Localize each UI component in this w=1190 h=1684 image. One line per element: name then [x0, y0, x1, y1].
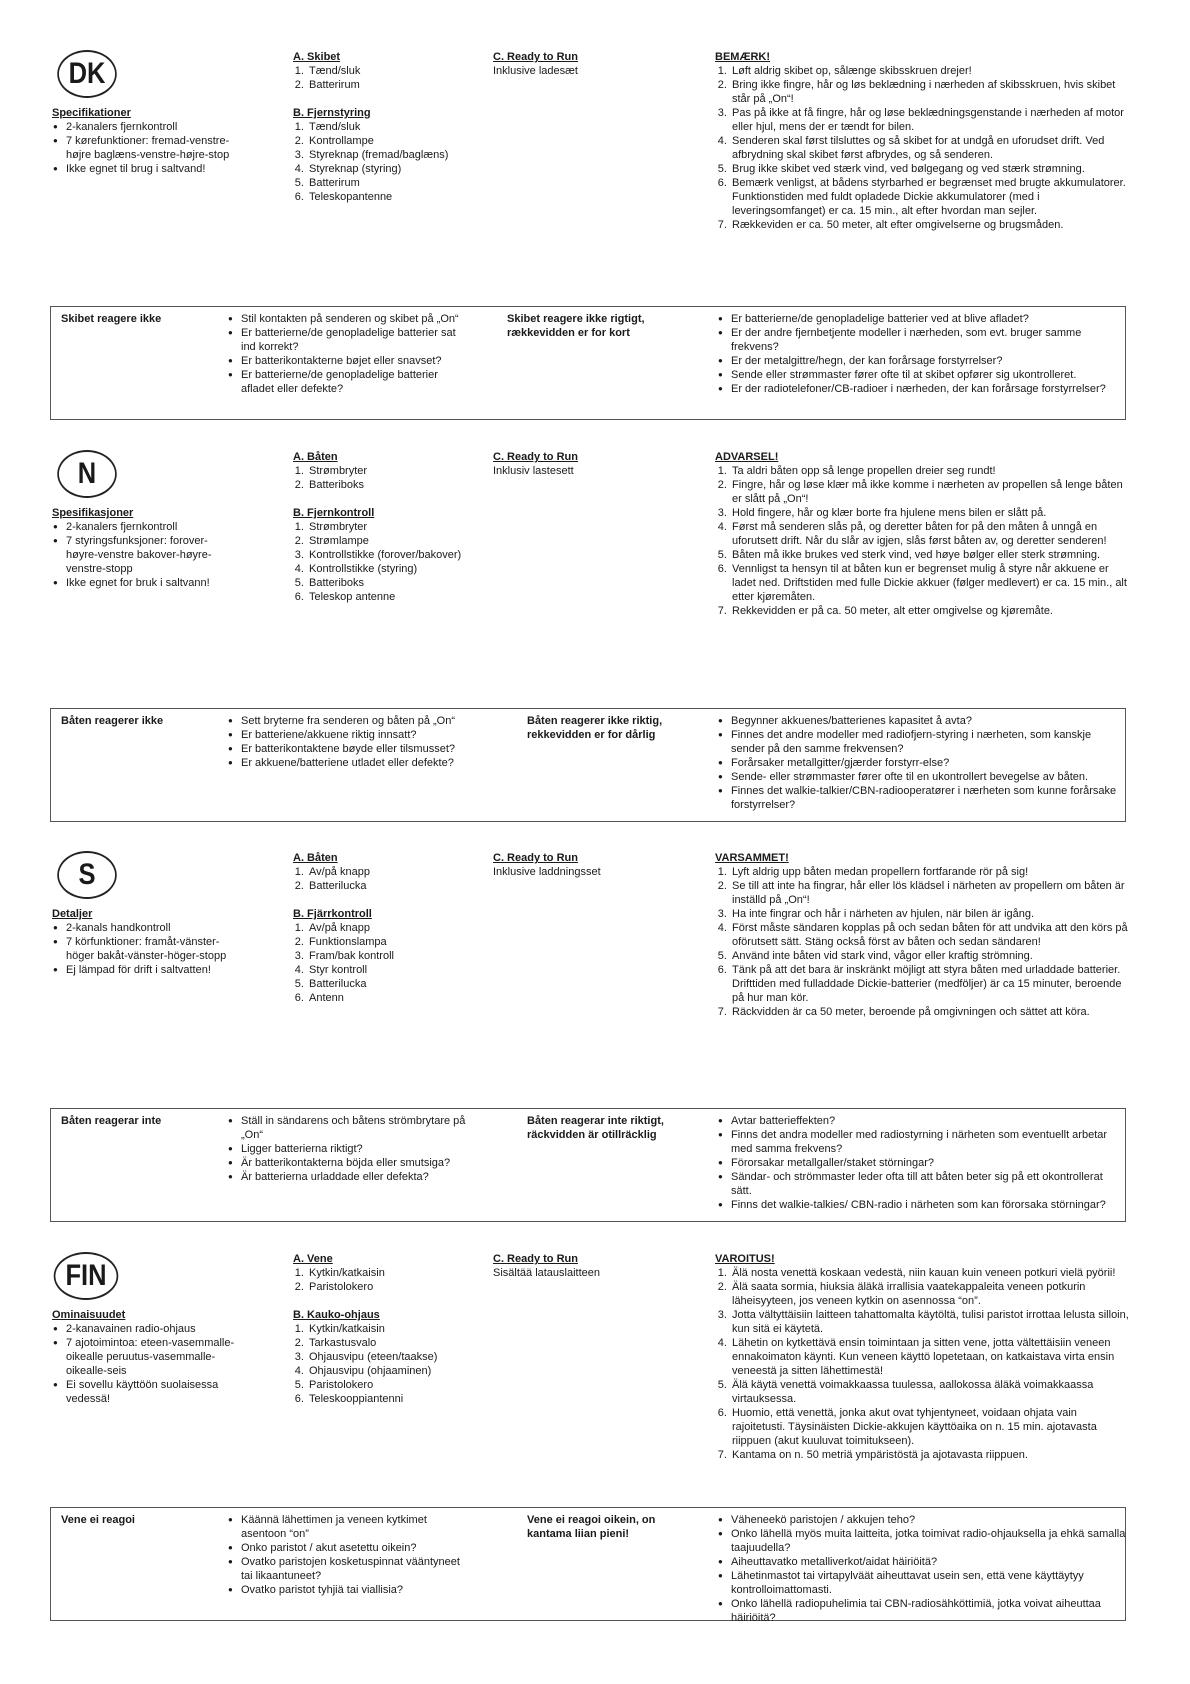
specifications	[52, 106, 232, 176]
ready-to-run	[493, 450, 673, 478]
ready-to-run	[493, 851, 673, 879]
parts-list	[293, 50, 483, 204]
trouble-item: ● Ligger batterierna riktigt?	[241, 1142, 466, 1156]
part-a-item: 2. Batterirum	[307, 78, 483, 92]
part-b-item: 6. Teleskooppiantenni	[307, 1392, 483, 1406]
trouble-item: ● Sende eller strømmaster fører ofte til at skibet opfører sig ukontrolleret.	[731, 368, 1126, 382]
spec-item: ● 7 körfunktioner: framåt-vänster-höger bakåt-vänster-höger-stopp	[66, 935, 237, 963]
trouble-item: ● Käännä lähettimen ja veneen kytkimet asentoon “on”	[241, 1513, 466, 1541]
trouble-title-1: Båten reagerer ikke	[61, 715, 164, 727]
spec-item: ● Ikke egnet for bruk i saltvann!	[66, 576, 237, 590]
trouble-item: ● Sett bryterne fra senderen og båten på „On“	[241, 714, 466, 728]
warning-block	[715, 1252, 1130, 1462]
trouble-item: ● Onko paristot / akut asetettu oikein?	[241, 1541, 466, 1555]
trouble-item: ● Ovatko paristojen kosketuspinnat vääntyneet tai likaantuneet?	[241, 1555, 466, 1583]
warning-item: 2. Bring ikke fingre, hår og løs beklædning i nærheden af skibsskruen, hvis skibet står på „On“!	[730, 78, 1130, 106]
troubleshooting-box	[50, 306, 1126, 420]
warning-item: 1. Älä nosta venettä koskaan vedestä, niin kauan kuin veneen potkuri vielä pyörii!	[730, 1266, 1130, 1280]
part-b-title: B. Fjärrkontroll	[293, 908, 372, 920]
part-b-title: B. Kauko-ohjaus	[293, 1309, 380, 1321]
part-b-item: 4. Ohjausvipu (ohjaaminen)	[307, 1364, 483, 1378]
warning-item: 3. Pas på ikke at få fingre, hår og løse beklædningsgenstande i nærheden af motor eller hjul, mens der er tændt for bilen.	[730, 106, 1130, 134]
trouble-item: ● Förorsakar metallgaller/staket störningar?	[731, 1156, 1126, 1170]
trouble-title-1: Vene ei reagoi	[61, 1514, 135, 1526]
spec-item: ● Ej lämpad för drift i saltvatten!	[66, 963, 237, 977]
part-a-item: 1. Kytkin/katkaisin	[307, 1266, 483, 1280]
trouble-item: ● Väheneekö paristojen / akkujen teho?	[731, 1513, 1126, 1527]
part-a-item: 2. Paristolokero	[307, 1280, 483, 1294]
part-b-item: 6. Teleskopantenne	[307, 190, 483, 204]
trouble-item: ● Er batterikontakterne bøjet eller snavset?	[241, 354, 466, 368]
part-b-item: 2. Funktionslampa	[307, 935, 483, 949]
part-b-item: 5. Batterirum	[307, 176, 483, 190]
part-b-item: 2. Kontrollampe	[307, 134, 483, 148]
trouble-title-2: Båten reagerer ikke riktig, rekkevidden er for dårlig	[527, 715, 663, 741]
trouble-item: ● Er batteriene/akkuene riktig innsatt?	[241, 728, 466, 742]
parts-list	[293, 1252, 483, 1406]
troubleshooting-box	[50, 708, 1126, 822]
parts-list	[293, 851, 483, 1005]
part-a-item: 1. Strømbryter	[307, 464, 493, 478]
trouble-list-2	[717, 714, 1126, 812]
trouble-item: ● Aiheuttavatko metalliverkot/aidat häiriöitä?	[731, 1555, 1126, 1569]
trouble-item: ● Ställ in sändarens och båtens strömbrytare på „On“	[241, 1114, 466, 1142]
trouble-item: ● Finnes det andre modeller med radiofjern-styring i nærheten, som kanskje sender på den samme frekvensen?	[731, 728, 1126, 756]
trouble-item: ● Er der radiotelefoner/CB-radioer i nærheden, der kan forårsage forstyrrelser?	[731, 382, 1126, 396]
ready-text: Sisältää latauslaitteen	[493, 1267, 601, 1279]
trouble-item: ● Finnes det walkie-talkier/CBN-radiooperatører i nærheten som kunne forårsake forstyrrelser?	[731, 784, 1126, 812]
trouble-item: ● Sändar- och strömmaster leder ofta till att båten beter sig på ett okontrollerat sätt.	[731, 1170, 1126, 1198]
troubleshooting-box	[50, 1507, 1126, 1624]
trouble-item: ● Er batterierne/de genopladelige batterier afladet eller defekte?	[241, 368, 466, 396]
trouble-title-2: Vene ei reagoi oikein, on kantama liian pieni!	[527, 1514, 656, 1540]
language-badge-s: S	[57, 851, 117, 899]
spec-item: ● 2-kanalers fjernkontroll	[66, 520, 237, 534]
part-b-item: 2. Strømlampe	[307, 534, 493, 548]
part-b-item: 3. Fram/bak kontroll	[307, 949, 483, 963]
trouble-item: ● Onko lähellä myös muita laitteita, jotka toimivat radio-ohjauksella ja ehkä samalla taajuudella?	[731, 1527, 1126, 1555]
language-badge-fin: FIN	[54, 1252, 119, 1300]
spec-item: ● 7 ajotoimintoa: eteen-vasemmalle-oikealle peruutus-vasemmalle-oikealle-seis	[66, 1336, 237, 1378]
warning-item: 2. Se till att inte ha fingrar, hår eller lös klädsel i närheten av propellern om båten är inställd på „On“!	[730, 879, 1130, 907]
specifications	[52, 1308, 237, 1406]
spec-title: Detaljer	[52, 908, 93, 920]
trouble-list-1	[227, 1114, 466, 1184]
warning-item: 2. Älä saata sormia, hiuksia äläkä irrallisia vaatekappaleita veneen potkurin läheisyyteen, jos veneen kytkin on asennossa “on”.	[730, 1280, 1130, 1308]
warning-item: 4. Lähetin on kytkettävä ensin toimintaan ja sitten vene, jotta vältettäisiin veneen ennakoimaton käynti. Kun veneen käyttö lopetetaan, on katkaistava virta ensin veneestä ja sitten lähettimestä!	[730, 1336, 1130, 1378]
trouble-list-1	[227, 714, 466, 770]
part-b-item: 5. Batterilucka	[307, 977, 483, 991]
warning-title: VAROITUS!	[715, 1253, 775, 1265]
warning-block	[715, 450, 1130, 618]
trouble-item: ● Avtar batterieffekten?	[731, 1114, 1126, 1128]
part-b-item: 3. Kontrollstikke (forover/bakover)	[307, 548, 493, 562]
warning-item: 4. Først må senderen slås på, og deretter båten for på den måten å unngå en uforutsett drift. Når du slår av igjen, slås først båten av, og deretter senderen!	[730, 520, 1130, 548]
part-a-item: 1. Av/på knapp	[307, 865, 483, 879]
warning-item: 5. Älä käytä venettä voimakkaassa tuulessa, aallokossa äläkä voimakkaassa virtauksessa.	[730, 1378, 1130, 1406]
warning-item: 3. Jotta vältyttäisiin laitteen tahattomalta käytöltä, tulisi paristot irrottaa lelusta silloin, kun sitä ei käytetä.	[730, 1308, 1130, 1336]
part-a-title: A. Båten	[293, 852, 338, 864]
trouble-list-1	[227, 1513, 466, 1597]
trouble-item: ● Onko lähellä radiopuhelimia tai CBN-radiosähköttimiä, jotka voivat aiheuttaa häiriöitä?	[731, 1597, 1126, 1625]
parts-list	[293, 450, 493, 604]
trouble-list-2	[717, 1513, 1126, 1625]
trouble-item: ● Er batterierne/de genopladelige batterier sat ind korrekt?	[241, 326, 466, 354]
part-b-item: 1. Av/på knapp	[307, 921, 483, 935]
part-b-item: 5. Batteriboks	[307, 576, 493, 590]
warning-title: VARSAMMET!	[715, 852, 789, 864]
warning-block	[715, 851, 1130, 1019]
trouble-item: ● Er der andre fjernbetjente modeller i nærheden, som evt. bruger samme frekvens?	[731, 326, 1126, 354]
warning-title: BEMÆRK!	[715, 51, 770, 63]
trouble-item: ● Ovatko paristot tyhjiä tai viallisia?	[241, 1583, 466, 1597]
part-b-item: 2. Tarkastusvalo	[307, 1336, 483, 1350]
spec-item: ● Ikke egnet til brug i saltvand!	[66, 162, 232, 176]
trouble-item: ● Lähetinmastot tai virtapylväät aiheuttavat usein sen, että vene käyttäytyy kontrolloimattomasti.	[731, 1569, 1126, 1597]
trouble-item: ● Er batterierne/de genopladelige batterier ved at blive afladet?	[731, 312, 1126, 326]
warning-item: 7. Rækkeviden er ca. 50 meter, alt efter omgivelserne og brugsmåden.	[730, 218, 1130, 232]
warning-item: 5. Använd inte båten vid stark vind, vågor eller kraftig strömning.	[730, 949, 1130, 963]
warning-item: 6. Huomio, että venettä, jonka akut ovat tyhjentyneet, voidaan ohjata vain rajoitetusti. Täysinäisten Dickie-akkujen käyttöaika on n. 15 min. ajotavasta riippuen (akut kuuluvat toimitukseen).	[730, 1406, 1130, 1448]
spec-item: ● 2-kanavainen radio-ohjaus	[66, 1322, 237, 1336]
trouble-item: ● Forårsaker metallgitter/gjærder forstyrr-else?	[731, 756, 1126, 770]
ready-text: Inklusive laddningsset	[493, 866, 601, 878]
spec-title: Spesifikasjoner	[52, 507, 134, 519]
trouble-item: ● Är batterierna urladdade eller defekta?	[241, 1170, 466, 1184]
trouble-item: ● Er batterikontaktene bøyde eller tilsmusset?	[241, 742, 466, 756]
trouble-title-1: Skibet reagere ikke	[61, 313, 162, 325]
part-a-item: 2. Batterilucka	[307, 879, 483, 893]
trouble-item: ● Er der metalgittre/hegn, der kan forårsage forstyrrelser?	[731, 354, 1126, 368]
part-b-item: 6. Antenn	[307, 991, 483, 1005]
warning-item: 5. Brug ikke skibet ved stærk vind, ved bølgegang og ved stærk strømning.	[730, 162, 1130, 176]
part-b-item: 1. Strømbryter	[307, 520, 493, 534]
warning-item: 7. Kantama on n. 50 metriä ympäristöstä ja ajotavasta riippuen.	[730, 1448, 1130, 1462]
ready-title: C. Ready to Run	[493, 451, 578, 463]
part-b-title: B. Fjernstyring	[293, 107, 371, 119]
warning-item: 3. Ha inte fingrar och hår i närheten av hjulen, när bilen är igång.	[730, 907, 1130, 921]
part-b-item: 4. Kontrollstikke (styring)	[307, 562, 493, 576]
trouble-title-2: Skibet reagere ikke rigtigt, rækkevidden er for kort	[507, 313, 645, 339]
trouble-item: ● Begynner akkuenes/batterienes kapasitet å avta?	[731, 714, 1126, 728]
warning-item: 7. Rekkevidden er på ca. 50 meter, alt etter omgivelse og kjøremåte.	[730, 604, 1130, 618]
spec-item: ● 2-kanalers fjernkontroll	[66, 120, 232, 134]
ready-title: C. Ready to Run	[493, 51, 578, 63]
part-b-item: 1. Kytkin/katkaisin	[307, 1322, 483, 1336]
specifications	[52, 506, 237, 590]
trouble-item: ● Stil kontakten på senderen og skibet på „On“	[241, 312, 466, 326]
ready-title: C. Ready to Run	[493, 1253, 578, 1265]
warning-item: 1. Lyft aldrig upp båten medan propellern fortfarande rör på sig!	[730, 865, 1130, 879]
warning-item: 3. Hold fingere, hår og klær borte fra hjulene mens bilen er slått på.	[730, 506, 1130, 520]
part-b-item: 5. Paristolokero	[307, 1378, 483, 1392]
warning-item: 5. Båten må ikke brukes ved sterk vind, ved høye bølger eller sterk strømning.	[730, 548, 1130, 562]
part-a-title: A. Skibet	[293, 51, 341, 63]
language-badge-n: N	[57, 450, 117, 498]
spec-item: ● Ei sovellu käyttöön suolaisessa vedessä!	[66, 1378, 237, 1406]
warning-title: ADVARSEL!	[715, 451, 779, 463]
trouble-title-2: Båten reagerar inte riktigt, räckvidden är otillräcklig	[527, 1115, 664, 1141]
warning-item: 6. Tänk på att det bara är inskränkt möjligt att styra båten med urladdade batterier. Drifttiden med fulladdade Dickie-batterier (medföljer) är ca 15 minuter, beroende på hur man kör.	[730, 963, 1130, 1005]
trouble-item: ● Finns det andra modeller med radiostyrning i närheten som eventuellt arbetar med samma frekvens?	[731, 1128, 1126, 1156]
spec-item: ● 7 kørefunktioner: fremad-venstre-højre baglæns-venstre-højre-stop	[66, 134, 232, 162]
spec-title: Ominaisuudet	[52, 1309, 126, 1321]
warning-item: 6. Vennligst ta hensyn til at båten kun er begrenset mulig å styre når akkuene er ladet ned. Driftstiden med fulle Dickie akkuer (følger medlevert) er ca. 15 min., alt etter kjøremåten.	[730, 562, 1130, 604]
part-b-item: 4. Styr kontroll	[307, 963, 483, 977]
part-b-item: 1. Tænd/sluk	[307, 120, 483, 134]
trouble-list-2	[717, 312, 1126, 396]
trouble-item: ● Er akkuene/batteriene utladet eller defekte?	[241, 756, 466, 770]
trouble-title-1: Båten reagerar inte	[61, 1115, 162, 1127]
warning-item: 6. Bemærk venligst, at bådens styrbarhed er begrænset med brugte akkumulatorer. Funktionstiden med fuldt opladede Dickie akkumulatorer (med i leveringsomfanget) er ca. 15 min., alt efter hvordan man sejler.	[730, 176, 1130, 218]
language-badge-dk: DK	[57, 50, 117, 98]
ready-to-run	[493, 1252, 673, 1280]
part-a-title: A. Vene	[293, 1253, 333, 1265]
spec-item: ● 7 styringsfunksjoner: forover-høyre-venstre bakover-høyre-venstre-stopp	[66, 534, 237, 576]
warning-item: 2. Fingre, hår og løse klær må ikke komme i nærheten av propellen så lenge båten er slått på „On“!	[730, 478, 1130, 506]
ready-text: Inklusiv lastesett	[493, 465, 574, 477]
part-b-item: 3. Styreknap (fremad/baglæns)	[307, 148, 483, 162]
specifications	[52, 907, 237, 977]
part-a-title: A. Båten	[293, 451, 338, 463]
ready-text: Inklusive ladesæt	[493, 65, 578, 77]
trouble-item: ● Är batterikontakterna böjda eller smutsiga?	[241, 1156, 466, 1170]
part-b-title: B. Fjernkontroll	[293, 507, 375, 519]
part-a-item: 2. Batteriboks	[307, 478, 493, 492]
warning-block	[715, 50, 1130, 232]
spec-item: ● 2-kanals handkontroll	[66, 921, 237, 935]
warning-item: 1. Ta aldri båten opp så lenge propellen dreier seg rundt!	[730, 464, 1130, 478]
part-b-item: 6. Teleskop antenne	[307, 590, 493, 604]
ready-title: C. Ready to Run	[493, 852, 578, 864]
trouble-item: ● Finns det walkie-talkies/ CBN-radio i närheten som kan förorsaka störningar?	[731, 1198, 1126, 1212]
spec-title: Specifikationer	[52, 107, 131, 119]
warning-item: 4. Först måste sändaren kopplas på och sedan båten för att undvika att den körs på oförutsett sätt. Stäng också först av båten och sedan sändaren!	[730, 921, 1130, 949]
trouble-item: ● Sende- eller strømmaster fører ofte til en ukontrollert bevegelse av båten.	[731, 770, 1126, 784]
trouble-list-1	[227, 312, 466, 396]
part-a-item: 1. Tænd/sluk	[307, 64, 483, 78]
part-b-item: 4. Styreknap (styring)	[307, 162, 483, 176]
warning-item: 1. Løft aldrig skibet op, sålænge skibsskruen drejer!	[730, 64, 1130, 78]
warning-item: 4. Senderen skal først tilsluttes og så skibet for at undgå en uforudset drift. Ved afbrydning skal skibet først afbrydes, og så senderen.	[730, 134, 1130, 162]
trouble-list-2	[717, 1114, 1126, 1212]
part-b-item: 3. Ohjausvipu (eteen/taakse)	[307, 1350, 483, 1364]
ready-to-run	[493, 50, 673, 78]
warning-item: 7. Räckvidden är ca 50 meter, beroende på omgivningen och sättet att köra.	[730, 1005, 1130, 1019]
troubleshooting-box	[50, 1108, 1126, 1222]
